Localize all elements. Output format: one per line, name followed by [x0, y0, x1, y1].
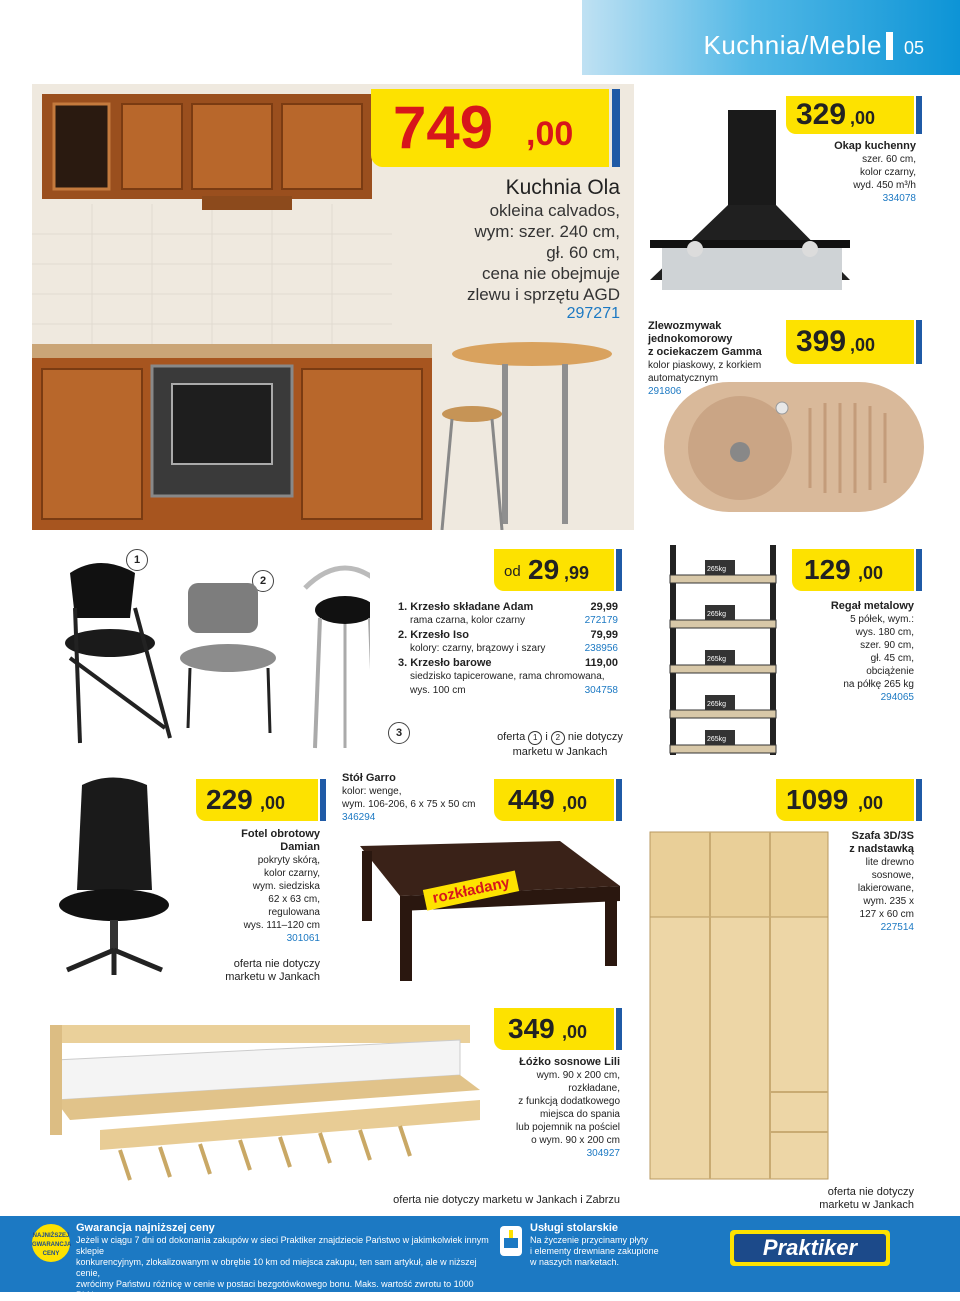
- chair-price: 79,99: [590, 629, 618, 641]
- section-title: Kuchnia/Meble: [703, 30, 882, 60]
- armchair-price-int: 229: [206, 784, 253, 815]
- chair-desc: wys. 100 cm: [410, 685, 466, 696]
- guarantee-badge: [30, 1222, 72, 1264]
- header-divider: [886, 32, 893, 60]
- chairs-note: [480, 730, 640, 759]
- shelf-desc-line: 5 półek, wym.:: [850, 614, 914, 625]
- shelf-box-label: 265kg: [707, 701, 727, 708]
- bed-note: oferta nie dotyczy marketu w Jankach i Zabrzu: [393, 1194, 620, 1206]
- armchair-info: [196, 828, 320, 945]
- guarantee-block: [76, 1222, 496, 1301]
- shelf-info: [790, 600, 914, 704]
- wardrobe-code: 227514: [880, 922, 914, 933]
- sink-code: 291806: [648, 386, 682, 397]
- sink-desc-line: automatycznym: [648, 373, 719, 384]
- note-text: marketu w Jankach: [819, 1199, 914, 1211]
- shelf-box-label: 265kg: [707, 656, 727, 663]
- bed-desc-line: rozkładane,: [568, 1083, 620, 1094]
- shelf-box-label: 265kg: [707, 566, 727, 573]
- table-image: [340, 826, 630, 986]
- kitchen-desc-line: okleina calvados,: [489, 201, 620, 220]
- table-price-accent: [616, 779, 622, 821]
- hood-desc-line: kolor czarny,: [860, 167, 916, 178]
- chair-number-2: 2: [252, 570, 274, 592]
- chairs-price-prefix: od: [504, 563, 521, 580]
- logo-text: Praktiker: [734, 1234, 886, 1262]
- shelf-price-accent: [916, 549, 922, 591]
- wardrobe-price-dec: ,00: [858, 793, 884, 813]
- badge-text: NAJNIŻSZEJ: [32, 1233, 70, 1239]
- service-text: w naszych marketach.: [530, 1257, 620, 1267]
- page-number: 05: [904, 38, 925, 58]
- badge-text: CENY: [42, 1251, 60, 1257]
- service-text: i elementy drewniane zakupione: [530, 1246, 659, 1256]
- shelf-price-int: 129: [804, 554, 851, 585]
- wardrobe-price-accent: [916, 779, 922, 821]
- chair-code: 272179: [584, 615, 618, 626]
- praktiker-logo: [730, 1230, 890, 1266]
- chair-number-3: 3: [388, 722, 410, 744]
- table-desc-line: kolor: wenge,: [342, 786, 402, 797]
- shelf-desc-line: na półkę 265 kg: [843, 679, 914, 690]
- bed-desc-line: lub pojemnik na pościel: [516, 1122, 620, 1133]
- note-circle-2: 2: [551, 731, 565, 745]
- chair-code: 304758: [584, 685, 618, 696]
- kitchen-desc-line: zlewu i sprzętu AGD: [466, 285, 620, 304]
- chair-number-1: 1: [126, 549, 148, 571]
- wardrobe-info: [790, 830, 914, 934]
- shelf-name: Regał metalowy: [830, 600, 914, 612]
- hood-price-accent: [916, 96, 922, 134]
- hood-image: [640, 110, 865, 310]
- armchair-name: Fotel obrotowy: [241, 828, 320, 840]
- hood-price-dec: ,00: [850, 108, 876, 128]
- shelf-image: [660, 545, 790, 760]
- bed-desc-line: miejsca do spania: [539, 1109, 620, 1120]
- wardrobe-price-int: 1099: [786, 784, 849, 815]
- armchair-price-dec: ,00: [260, 793, 286, 813]
- guarantee-text: zwrócimy Państwu różnicę w cenie w postaci bezgotówkowego bonu. Maks. wartość zwrotu to 1000 PLN.: [76, 1279, 474, 1300]
- service-text: Na życzenie przycinamy płyty: [530, 1235, 649, 1245]
- wardrobe-desc-line: wym. 235 x: [863, 896, 914, 907]
- page-footer: [0, 1216, 960, 1300]
- note-text: marketu w Jankach: [225, 971, 320, 983]
- chairs-price-dec: ,99: [564, 563, 590, 583]
- kitchen-code: 297271: [566, 305, 620, 322]
- armchair-price-box: [196, 779, 318, 821]
- chairs-price-box: [494, 549, 614, 591]
- chair-price: 119,00: [584, 657, 618, 669]
- sink-desc-line: kolor piaskowy, z korkiem: [648, 360, 762, 371]
- note-text: oferta nie dotyczy: [827, 1186, 914, 1198]
- shelf-desc-line: wys. 180 cm,: [855, 627, 914, 638]
- hood-price-int: 329: [796, 98, 847, 131]
- kitchen-desc-line: gł. 60 cm,: [546, 243, 620, 262]
- chair-price: 29,99: [590, 601, 618, 613]
- note-text: oferta: [497, 731, 526, 743]
- sink-image: [660, 378, 928, 518]
- wardrobe-note: [790, 1186, 914, 1212]
- table-price-box: [494, 779, 614, 821]
- chair-item-3: [398, 656, 618, 670]
- sink-price-dec: ,00: [850, 335, 876, 355]
- armchair-desc-line: pokryty skórą,: [257, 855, 320, 866]
- chair-name: 3. Krzesło barowe: [398, 657, 492, 669]
- wardrobe-price-box: [776, 779, 914, 821]
- chairs-list: [398, 600, 618, 698]
- service-title: Usługi stolarskie: [530, 1222, 619, 1234]
- note-text: nie dotyczy: [567, 731, 623, 743]
- shelf-code: 294065: [880, 692, 914, 703]
- table-info: [342, 772, 512, 824]
- shelf-desc-line: obciążenie: [866, 666, 914, 677]
- kitchen-price-box: [371, 89, 609, 167]
- wardrobe-desc-line: sosnowe,: [871, 870, 914, 881]
- bed-price-int: 349: [508, 1013, 555, 1044]
- hood-code: 334078: [882, 193, 916, 204]
- hood-desc-line: szer. 60 cm,: [862, 154, 916, 165]
- tools-icon: [500, 1226, 522, 1256]
- kitchen-name: Kuchnia Ola: [505, 176, 620, 199]
- shelf-price-dec: ,00: [858, 563, 884, 583]
- shelf-box-label: 265kg: [707, 736, 727, 743]
- chair-desc: siedzisko tapicerowane, rama chromowana,: [410, 671, 605, 682]
- table-name: Stół Garro: [342, 772, 396, 784]
- armchair-desc-line: regulowana: [268, 907, 320, 918]
- note-text: marketu w Jankach: [512, 746, 608, 758]
- armchair-price-accent: [320, 779, 326, 821]
- shelf-desc-line: szer. 90 cm,: [860, 640, 914, 651]
- sink-price-int: 399: [796, 325, 847, 358]
- kitchen-desc-line: cena nie obejmuje: [482, 264, 620, 283]
- note-text: oferta nie dotyczy: [233, 958, 320, 970]
- chair-item-1: [398, 600, 618, 614]
- armchair-name: Damian: [280, 841, 320, 853]
- armchair-desc-line: kolor czarny,: [264, 868, 320, 879]
- note-text: i: [545, 731, 548, 743]
- wardrobe-desc-line: lakierowane,: [857, 883, 914, 894]
- chairs-price-int: 29: [528, 554, 560, 585]
- hood-name: Okap kuchenny: [834, 140, 916, 152]
- hood-desc-line: wyd. 450 m³/h: [853, 180, 916, 191]
- badge-text: GWARANCJA: [32, 1242, 72, 1248]
- sink-name: Zlewozmywak: [648, 320, 722, 332]
- wardrobe-desc-line: lite drewno: [865, 857, 914, 868]
- shelf-desc-line: gł. 45 cm,: [870, 653, 914, 664]
- armchair-code: 301061: [286, 933, 320, 944]
- wardrobe-name: z nadstawką: [849, 843, 914, 855]
- shelf-price-box: [792, 549, 914, 591]
- chair-name: 2. Krzesło Iso: [398, 629, 469, 641]
- bed-price-accent: [616, 1008, 622, 1050]
- table-price-int: 449: [508, 784, 555, 815]
- armchair-note: [196, 958, 320, 984]
- wardrobe-name: Szafa 3D/3S: [851, 830, 914, 842]
- service-block: [530, 1222, 700, 1268]
- bed-price-box: [494, 1008, 614, 1050]
- table-tag: rozkładany: [423, 870, 520, 910]
- bed-image: [40, 1020, 490, 1190]
- sink-name: jednokomorowy: [648, 333, 733, 345]
- note-circle-1: 1: [528, 731, 542, 745]
- kitchen-price-accent: [612, 89, 620, 167]
- chair-name: 1. Krzesło składane Adam: [398, 601, 534, 613]
- shelf-box-label: 265kg: [707, 611, 727, 618]
- bed-code: 304927: [586, 1148, 620, 1159]
- guarantee-text: konkurencyjnym, zlokalizowanym w obrębie 10 km od miejsca zakupu, ten sam artykuł, ale w niższej cenie,: [76, 1257, 477, 1278]
- chair-code: 238956: [584, 643, 618, 654]
- bed-desc-line: wym. 90 x 200 cm,: [536, 1070, 620, 1081]
- bed-info: [480, 1056, 620, 1160]
- sink-price-accent: [916, 320, 922, 364]
- chair-desc: kolory: czarny, brązowy i szary: [410, 643, 546, 654]
- bed-desc-line: o wym. 90 x 200 cm: [531, 1135, 620, 1146]
- chair-item-2: [398, 628, 618, 642]
- wardrobe-desc-line: 127 x 60 cm: [859, 909, 914, 920]
- chairs-price-accent: [616, 549, 622, 591]
- sink-price-box: [786, 320, 914, 364]
- table-code: 346294: [342, 812, 376, 823]
- guarantee-text: Jeżeli w ciągu 7 dni od dokonania zakupów w sieci Praktiker znajdziecie Państwo w jakimkolwiek innym sklepie: [76, 1235, 489, 1256]
- chair-desc: rama czarna, kolor czarny: [410, 615, 526, 626]
- armchair-image: [52, 770, 182, 980]
- table-desc-line: wym. 106-206, 6 x 75 x 50 cm: [342, 799, 476, 810]
- bed-desc-line: z funkcją dodatkowego: [518, 1096, 620, 1107]
- sink-name: z ociekaczem Gamma: [648, 346, 762, 358]
- table-price-dec: ,00: [562, 793, 588, 813]
- bed-price-dec: ,00: [562, 1022, 588, 1042]
- guarantee-title: Gwarancja najniższej ceny: [76, 1222, 215, 1234]
- kitchen-price-int: 749: [393, 94, 494, 161]
- armchair-desc-line: 62 x 63 cm,: [268, 894, 320, 905]
- chairs-image: [40, 548, 370, 750]
- armchair-desc-line: wym. siedziska: [252, 881, 320, 892]
- armchair-desc-line: wys. 111–120 cm: [243, 920, 320, 931]
- kitchen-desc-line: wym: szer. 240 cm,: [474, 222, 620, 241]
- kitchen-info: [400, 176, 620, 323]
- kitchen-price-dec: ,00: [526, 115, 574, 153]
- bed-name: Łóżko sosnowe Lili: [519, 1056, 620, 1068]
